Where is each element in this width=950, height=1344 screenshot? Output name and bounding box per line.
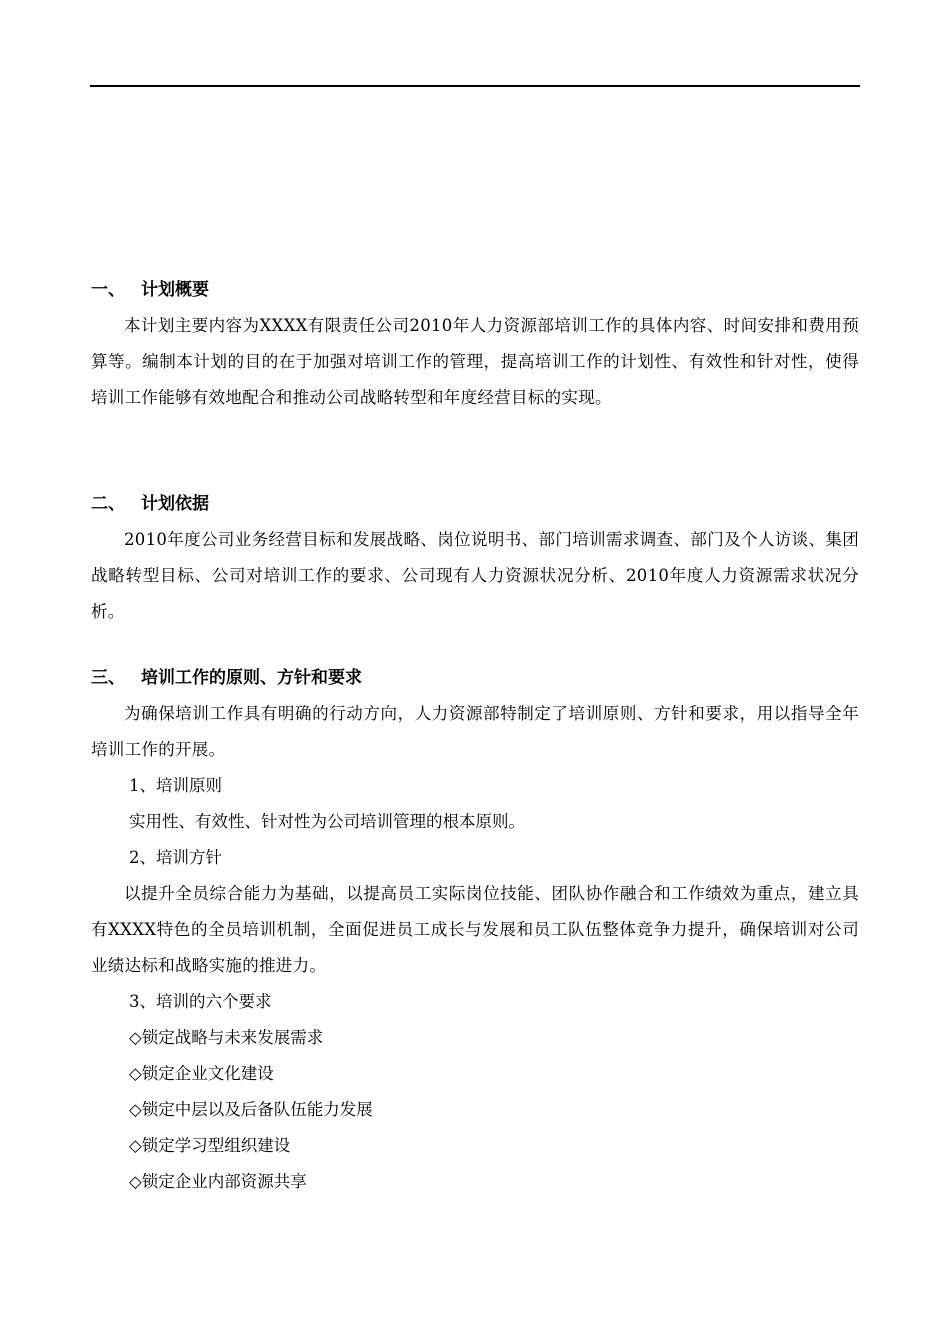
requirement-item: ◇锁定战略与未来发展需求 <box>129 1028 324 1047</box>
section-title: 培训工作的原则、方针和要求 <box>141 668 362 688</box>
requirement-item: ◇锁定学习型组织建设 <box>129 1136 291 1155</box>
training-principle-text: 实用性、有效性、针对性为公司培训管理的根本原则。 <box>129 812 525 831</box>
overview-paragraph: 本计划主要内容为XXXX有限责任公司2010年人力资源部培训工作的具体内容、时间安排和费用预算等。编制本计划的目的在于加强对培训工作的管理，提高培训工作的计划性、有效性和针对性，使得培训工作能够有效地配合和推动公司战略转型和年度经营目标的实现。 <box>91 316 859 407</box>
basis-paragraph: 2010年度公司业务经营目标和发展战略、岗位说明书、部门培训需求调查、部门及个人访谈、集团战略转型目标、公司对培训工作的要求、公司现有人力资源状况分析、2010年度人力资源需求状况分析。 <box>91 530 859 621</box>
section-title: 计划概要 <box>141 280 209 300</box>
section-number: 三、 <box>91 668 125 688</box>
principles-paragraph: 为确保培训工作具有明确的行动方向，人力资源部特制定了培训原则、方针和要求，用以指导全年培训工作的开展。 <box>91 704 859 759</box>
subheading-six-requirements: 3、培训的六个要求 <box>129 992 272 1011</box>
section-heading-principles <box>91 660 859 696</box>
section-number: 一、 <box>91 280 125 300</box>
section-heading-basis <box>91 486 859 522</box>
requirement-item: ◇锁定中层以及后备队伍能力发展 <box>129 1100 373 1119</box>
requirement-item: ◇锁定企业文化建设 <box>129 1064 274 1083</box>
section-number: 二、 <box>91 494 125 514</box>
requirement-item: ◇锁定企业内部资源共享 <box>129 1172 307 1191</box>
subheading-training-policy: 2、培训方针 <box>129 848 222 867</box>
section-heading-overview <box>91 272 859 308</box>
section-title: 计划依据 <box>141 494 209 514</box>
document-body <box>91 272 859 1200</box>
training-policy-paragraph: 以提升全员综合能力为基础，以提高员工实际岗位技能、团队协作融合和工作绩效为重点，建立具有XXXX特色的全员培训机制，全面促进员工成长与发展和员工队伍整体竞争力提升，确保培训对公司业绩达标和战略实施的推进力。 <box>91 884 859 975</box>
header-rule <box>90 85 860 87</box>
subheading-training-principle: 1、培训原则 <box>129 776 222 795</box>
